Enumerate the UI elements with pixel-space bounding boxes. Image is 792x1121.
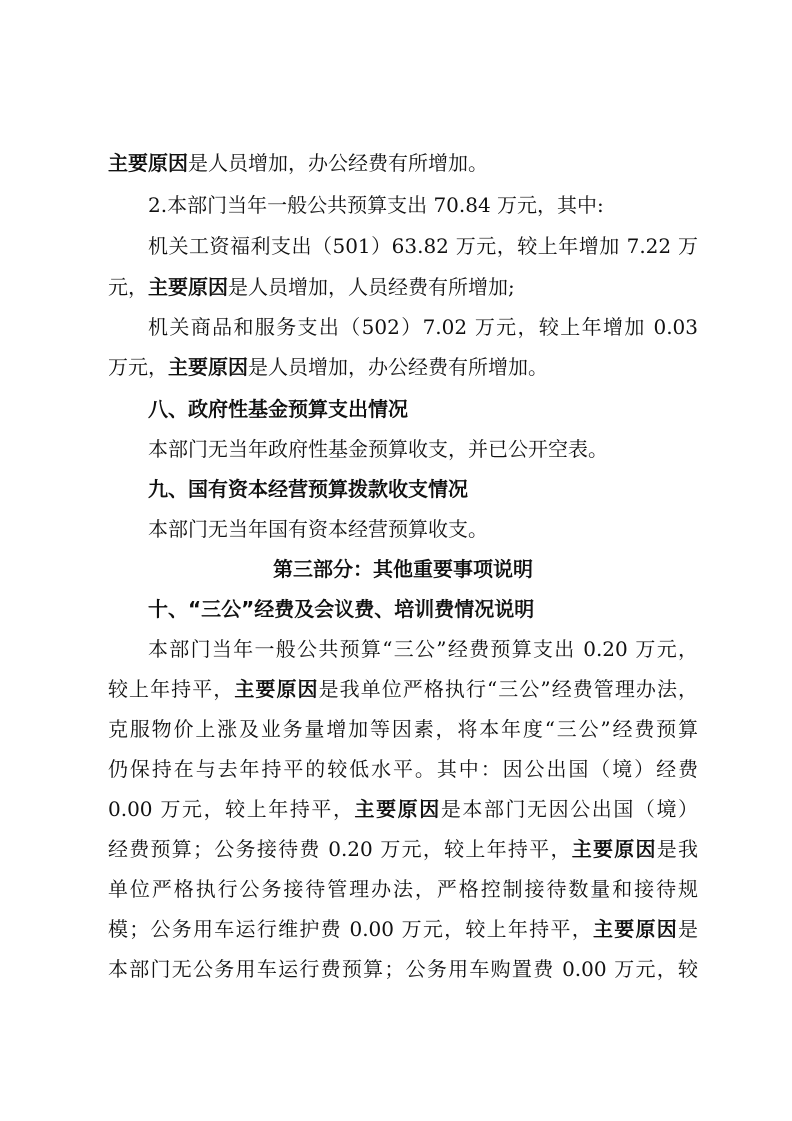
paragraph-line: 本部门无公务用车运行费预算；公务用车购置费 0.00 万元，较: [108, 957, 698, 981]
paragraph-line: 克服物价上涨及业务量增加等因素，将本年度“三公”经费预算: [108, 717, 698, 741]
paragraph-line: [108, 354, 548, 380]
paragraph-line: 2.本部门当年一般公共预算支出 70.84 万元，其中:: [148, 193, 604, 217]
bold-phrase: 主要原因: [571, 837, 657, 861]
paragraph-line: 仍保持在与去年持平的较低水平。其中：因公出国（境）经费: [108, 757, 698, 781]
bold-phrase: 主要原因: [234, 677, 319, 701]
paragraph-line: 单位严格执行公务接待管理办法，严格控制接待数量和接待规: [108, 877, 698, 901]
text-run: 经费预算；公务接待费 0.20 万元，较上年持平，: [108, 837, 572, 861]
text-run: 0.00 万元，较上年持平，: [108, 797, 355, 821]
paragraph-line: 机关商品和服务支出（502）7.02 万元，较上年增加 0.03: [148, 315, 698, 339]
bold-phrase: 主要原因: [148, 275, 228, 299]
paragraph-line: 本部门无当年国有资本经营预算收支。: [148, 517, 488, 541]
paragraph-line: [108, 274, 515, 300]
section-heading-10: 十、“三公”经费及会议费、培训费情况说明: [148, 597, 535, 621]
section-heading-9: 九、国有资本经营预算拨款收支情况: [148, 477, 468, 501]
bold-phrase: 主要原因: [168, 355, 248, 379]
part-heading-3: 第三部分：其他重要事项说明: [273, 557, 533, 581]
text-run: 是: [678, 917, 699, 941]
text-run: 是本部门无因公出国（境）: [440, 797, 699, 821]
text-run: 是人员增加，办公经费有所增加。: [248, 355, 548, 379]
bold-phrase: 主要原因: [108, 151, 188, 175]
paragraph-line: [108, 796, 698, 822]
text-run: 是我: [656, 837, 699, 861]
bold-phrase: 主要原因: [354, 797, 441, 821]
paragraph-line: [108, 150, 488, 176]
text-run: 是人员增加，办公经费有所增加。: [188, 151, 488, 175]
text-run: 是人员增加，人员经费有所增加;: [228, 275, 515, 299]
paragraph-line: [108, 676, 698, 702]
text-run: 是我单位严格执行“三公”经费管理办法，: [318, 677, 699, 701]
text-run: 较上年持平，: [108, 677, 235, 701]
paragraph-line: 本部门无当年政府性基金预算收支，并已公开空表。: [148, 437, 608, 461]
paragraph-line: 本部门当年一般公共预算“三公”经费预算支出 0.20 万元，: [148, 637, 698, 661]
section-heading-8: 八、政府性基金预算支出情况: [148, 397, 408, 421]
text-run: 万元，: [108, 355, 168, 379]
paragraph-line: [108, 916, 698, 942]
text-run: 模；公务用车运行维护费 0.00 万元，较上年持平，: [108, 917, 593, 941]
paragraph-line: [108, 836, 698, 862]
bold-phrase: 主要原因: [592, 917, 679, 941]
paragraph-line: 机关工资福利支出（501）63.82 万元，较上年增加 7.22 万: [148, 234, 698, 258]
text-run: 元，: [108, 275, 148, 299]
